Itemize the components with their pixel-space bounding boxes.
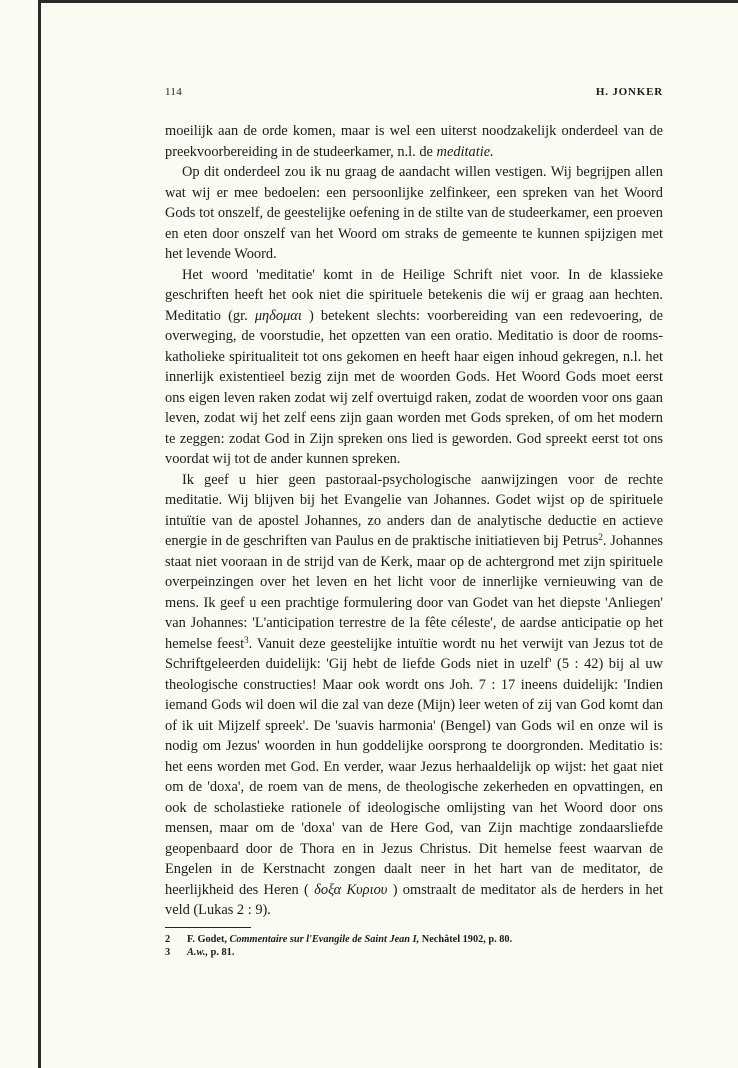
footnote-2	[165, 933, 663, 946]
footnote-author: F. Godet,	[187, 933, 230, 945]
greek-phrase-doxa-kyriou: δοξα Κυριου	[314, 881, 388, 898]
footnote-ref-3[interactable]: 3	[244, 634, 249, 645]
page-number: 114	[165, 86, 182, 98]
paragraph-4-text-c: . Vanuit deze geestelijke intuïtie wordt nu het verwijt van Jezus tot de Schriftgeleerden duidelijk: 'Gij hebt de liefde Gods niet in uzelf' (5 : 42) bij al uw theologische constructies! Maar ook wordt ons Joh. 7 : 17 ineens duidelijk: 'Indien iemand Gods wil doen wil die zal van deze (Mijn) leer weten of zij van God komt dan of ik uit Mijzelf spreek'. De 'suavis harmonia' (Bengel) van Gods wil en onze wil is nodig om Jezus' woorden in hun goddelijke oorsprong te doorgronden. Meditatio is: het eens worden met God. En verder, waar Jezus herhaaldelijk op wijst: het gaat niet om de 'doxa', de roem van de mens, de theologische zekerheden en opvattingen, en ook de scholastieke rationele of ideologische omlijsting van het Woord door ons mensen, maar om de 'doxa' van de Here God, van Zijn machtige zondaarsliefde geopenbaard door de Thora en in Jezus Christus. Dit hemelse feest waarvan de Engelen in de Kerstnacht zongen daalt neer in het hart van de meditator, de heerlijkheid des Heren (	[165, 635, 663, 898]
footnote-divider	[165, 927, 251, 928]
paragraph-3	[165, 265, 663, 470]
paragraph-3-text-a: Het woord 'meditatie' komt in de Heilige Schrift niet voor. In de klassieke geschriften heeft het ook niet die spirituele betekenis die wij er graag aan hechten. Meditatio (gr.	[165, 266, 663, 324]
footnote-title: Commentaire sur l'Evangile de Saint Jean I,	[229, 933, 420, 945]
paragraph-4-text-d: ) omstraalt de meditator als de herders in het veld (Lukas 2 : 9).	[165, 881, 663, 918]
footnote-title: A.w.,	[187, 946, 209, 958]
body-text	[165, 121, 663, 921]
paragraph-4	[165, 470, 663, 921]
greek-word-medomai: μηδομαι	[254, 307, 302, 324]
footnote-3	[165, 946, 663, 959]
footnote-number: 2	[165, 933, 171, 945]
footnote-publication: p. 81.	[208, 946, 235, 958]
running-head-author: H. JONKER	[595, 86, 663, 98]
scan-border-left	[38, 0, 41, 1068]
book-page	[165, 86, 663, 959]
paragraph-3-text-b: ) betekent slechts: voorbereiding van een redevoering, de overweging, de voorstudie, het opzetten van een oratio. Meditatio is door de rooms-katholieke spiritualiteit tot ons gekomen en heeft haar eigen inhoud gekregen, n.l. het innerlijk existentieel bezig zijn met de woorden Gods. Het Woord Gods moet eerst ons eigen leven raken zodat wij zelf overtuigd raken, zodat de woorden voor ons gaan leven, zodat wij het zelf eens zijn gaan worden met Gods spreken, of om het modern te zeggen: zodat God in Zijn spreken ons lied is geworden. God spreekt eerst tot ons voordat wij tot de ander kunnen spreken.	[165, 307, 663, 467]
running-head	[165, 86, 663, 98]
paragraph-1	[165, 121, 663, 162]
footnote-publication: Nechâtel 1902, p. 80.	[419, 933, 513, 945]
scan-border-top	[38, 0, 738, 3]
footnotes	[165, 933, 663, 959]
paragraph-1-text: moeilijk aan de orde komen, maar is wel een uiterst noodzakelijk onderdeel van de preekvoorbereiding in de studeerkamer, n.l. de	[165, 123, 663, 160]
paragraph-4-text-a: Ik geef u hier geen pastoraal-psychologische aanwijzingen voor de rechte meditatie. Wij blijven bij het Evangelie van Johannes. Godet wijst op de spirituele intuïtie van de apostel Johannes, zo anders dan de analytische deductie en actieve energie in de geschriften van Paulus en de praktische initiatieven bij Petrus	[165, 471, 663, 549]
footnote-text	[187, 933, 512, 946]
paragraph-2: Op dit onderdeel zou ik nu graag de aandacht willen vestigen. Wij begrijpen allen wat wij er mee bedoelen: een persoonlijke zelfinkeer, een spreken van het Woord Gods tot onszelf, de geestelijke oefening in de stilte van de studeerkamer, een proeven en eten door onszelf van het Woord om straks de gemeente te kunnen spijzigen met het levende Woord.	[165, 164, 663, 262]
footnote-number: 3	[165, 946, 171, 958]
footnote-text	[187, 946, 234, 959]
footnote-ref-2[interactable]: 2	[598, 532, 603, 542]
paragraph-4-text-b: . Johannes staat niet vooraan in de strijd van de Kerk, maar op de achtergrond met zijn spirituele overpeinzingen over het leven en het licht voor de innerlijke vernieuwing van de mens. Ik geef u een prachtige formulering door van Godet van het diepste 'Anliegen' van Johannes: 'L'anticipation terrestre de la fête céleste', de aardse anticipatie op het hemelse feest	[165, 533, 663, 652]
meditatie-emphasis: meditatie.	[436, 143, 494, 160]
